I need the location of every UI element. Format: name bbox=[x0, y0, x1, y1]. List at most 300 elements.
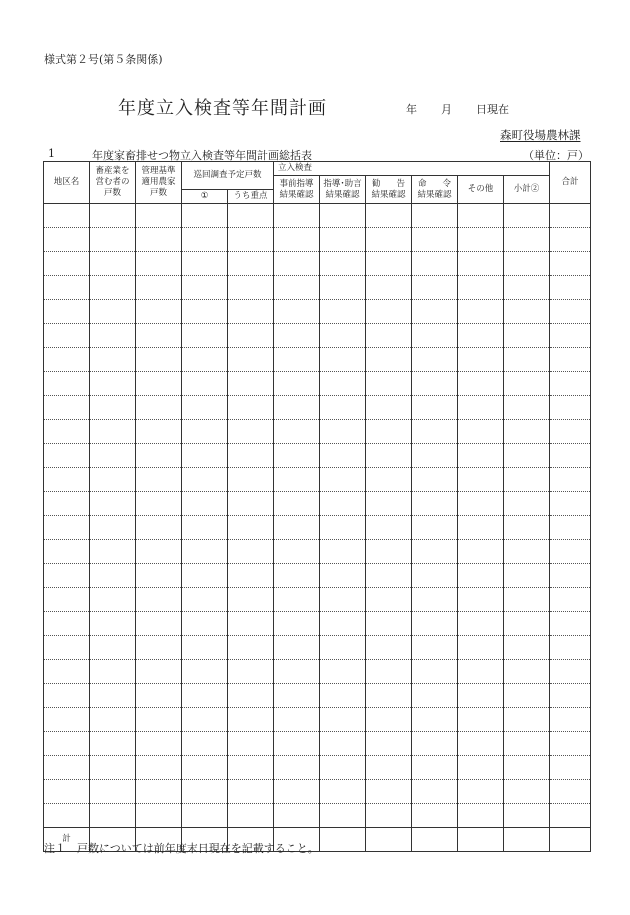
table-cell[interactable] bbox=[182, 540, 228, 564]
table-cell[interactable] bbox=[412, 684, 458, 708]
table-cell[interactable] bbox=[320, 564, 366, 588]
table-cell[interactable] bbox=[504, 564, 550, 588]
table-cell[interactable] bbox=[412, 660, 458, 684]
table-cell[interactable] bbox=[458, 540, 504, 564]
table-cell[interactable] bbox=[228, 468, 274, 492]
table-cell[interactable] bbox=[274, 804, 320, 828]
table-cell[interactable] bbox=[550, 588, 591, 612]
table-cell[interactable] bbox=[274, 588, 320, 612]
table-cell[interactable] bbox=[458, 228, 504, 252]
table-cell[interactable] bbox=[136, 468, 182, 492]
table-cell[interactable] bbox=[412, 492, 458, 516]
table-cell[interactable] bbox=[44, 348, 90, 372]
table-cell[interactable] bbox=[366, 684, 412, 708]
table-cell[interactable] bbox=[44, 636, 90, 660]
table-cell[interactable] bbox=[90, 276, 136, 300]
table-cell[interactable] bbox=[136, 204, 182, 228]
table-cell[interactable] bbox=[228, 300, 274, 324]
table-cell[interactable] bbox=[90, 492, 136, 516]
table-cell[interactable] bbox=[320, 708, 366, 732]
table-cell[interactable] bbox=[136, 516, 182, 540]
table-cell[interactable] bbox=[412, 468, 458, 492]
table-cell[interactable] bbox=[90, 348, 136, 372]
table-cell[interactable] bbox=[412, 324, 458, 348]
table-cell[interactable] bbox=[504, 228, 550, 252]
table-cell[interactable] bbox=[182, 492, 228, 516]
table-cell[interactable] bbox=[412, 804, 458, 828]
table-cell[interactable] bbox=[458, 780, 504, 804]
table-cell[interactable] bbox=[366, 228, 412, 252]
table-cell[interactable] bbox=[550, 660, 591, 684]
total-cell[interactable] bbox=[320, 828, 366, 852]
table-cell[interactable] bbox=[274, 468, 320, 492]
table-cell[interactable] bbox=[90, 636, 136, 660]
table-cell[interactable] bbox=[458, 396, 504, 420]
table-cell[interactable] bbox=[136, 588, 182, 612]
table-cell[interactable] bbox=[182, 660, 228, 684]
table-cell[interactable] bbox=[366, 372, 412, 396]
table-cell[interactable] bbox=[366, 324, 412, 348]
table-cell[interactable] bbox=[504, 540, 550, 564]
table-cell[interactable] bbox=[412, 564, 458, 588]
table-cell[interactable] bbox=[274, 540, 320, 564]
table-cell[interactable] bbox=[366, 420, 412, 444]
table-cell[interactable] bbox=[458, 660, 504, 684]
table-cell[interactable] bbox=[320, 300, 366, 324]
table-cell[interactable] bbox=[228, 444, 274, 468]
table-cell[interactable] bbox=[412, 372, 458, 396]
table-cell[interactable] bbox=[136, 684, 182, 708]
table-cell[interactable] bbox=[136, 780, 182, 804]
table-cell[interactable] bbox=[550, 540, 591, 564]
table-cell[interactable] bbox=[504, 708, 550, 732]
table-cell[interactable] bbox=[458, 732, 504, 756]
table-cell[interactable] bbox=[504, 660, 550, 684]
table-cell[interactable] bbox=[320, 204, 366, 228]
table-cell[interactable] bbox=[136, 612, 182, 636]
table-cell[interactable] bbox=[182, 516, 228, 540]
table-cell[interactable] bbox=[550, 276, 591, 300]
table-cell[interactable] bbox=[458, 804, 504, 828]
table-cell[interactable] bbox=[44, 732, 90, 756]
table-cell[interactable] bbox=[550, 396, 591, 420]
table-cell[interactable] bbox=[182, 636, 228, 660]
table-cell[interactable] bbox=[136, 756, 182, 780]
table-cell[interactable] bbox=[136, 708, 182, 732]
table-cell[interactable] bbox=[412, 348, 458, 372]
table-cell[interactable] bbox=[182, 300, 228, 324]
table-cell[interactable] bbox=[136, 324, 182, 348]
table-cell[interactable] bbox=[182, 684, 228, 708]
table-cell[interactable] bbox=[504, 300, 550, 324]
table-cell[interactable] bbox=[504, 804, 550, 828]
table-cell[interactable] bbox=[90, 564, 136, 588]
table-cell[interactable] bbox=[550, 684, 591, 708]
table-cell[interactable] bbox=[320, 420, 366, 444]
table-cell[interactable] bbox=[274, 780, 320, 804]
table-cell[interactable] bbox=[182, 588, 228, 612]
table-cell[interactable] bbox=[366, 708, 412, 732]
table-cell[interactable] bbox=[44, 252, 90, 276]
table-cell[interactable] bbox=[412, 708, 458, 732]
table-cell[interactable] bbox=[504, 372, 550, 396]
table-cell[interactable] bbox=[136, 420, 182, 444]
table-cell[interactable] bbox=[458, 516, 504, 540]
table-cell[interactable] bbox=[320, 732, 366, 756]
table-cell[interactable] bbox=[458, 708, 504, 732]
table-cell[interactable] bbox=[274, 708, 320, 732]
table-cell[interactable] bbox=[182, 228, 228, 252]
table-cell[interactable] bbox=[90, 300, 136, 324]
table-cell[interactable] bbox=[136, 636, 182, 660]
table-cell[interactable] bbox=[182, 708, 228, 732]
table-cell[interactable] bbox=[44, 420, 90, 444]
table-cell[interactable] bbox=[550, 804, 591, 828]
table-cell[interactable] bbox=[274, 300, 320, 324]
table-cell[interactable] bbox=[136, 276, 182, 300]
table-cell[interactable] bbox=[366, 804, 412, 828]
table-cell[interactable] bbox=[458, 252, 504, 276]
table-cell[interactable] bbox=[228, 732, 274, 756]
table-cell[interactable] bbox=[320, 804, 366, 828]
table-cell[interactable] bbox=[504, 204, 550, 228]
table-cell[interactable] bbox=[274, 492, 320, 516]
table-cell[interactable] bbox=[90, 612, 136, 636]
table-cell[interactable] bbox=[504, 684, 550, 708]
table-cell[interactable] bbox=[182, 276, 228, 300]
table-cell[interactable] bbox=[228, 804, 274, 828]
table-cell[interactable] bbox=[366, 732, 412, 756]
table-cell[interactable] bbox=[182, 444, 228, 468]
table-cell[interactable] bbox=[320, 660, 366, 684]
table-cell[interactable] bbox=[458, 636, 504, 660]
table-cell[interactable] bbox=[320, 276, 366, 300]
table-cell[interactable] bbox=[228, 660, 274, 684]
table-cell[interactable] bbox=[320, 612, 366, 636]
table-cell[interactable] bbox=[90, 684, 136, 708]
table-cell[interactable] bbox=[274, 564, 320, 588]
total-cell[interactable] bbox=[412, 828, 458, 852]
table-cell[interactable] bbox=[366, 660, 412, 684]
table-cell[interactable] bbox=[366, 276, 412, 300]
table-cell[interactable] bbox=[366, 396, 412, 420]
table-cell[interactable] bbox=[412, 636, 458, 660]
table-cell[interactable] bbox=[182, 804, 228, 828]
table-cell[interactable] bbox=[44, 324, 90, 348]
table-cell[interactable] bbox=[550, 204, 591, 228]
table-cell[interactable] bbox=[90, 396, 136, 420]
table-cell[interactable] bbox=[458, 588, 504, 612]
table-cell[interactable] bbox=[320, 780, 366, 804]
table-cell[interactable] bbox=[228, 204, 274, 228]
table-cell[interactable] bbox=[504, 468, 550, 492]
table-cell[interactable] bbox=[320, 468, 366, 492]
total-cell[interactable] bbox=[504, 828, 550, 852]
table-cell[interactable] bbox=[228, 612, 274, 636]
table-cell[interactable] bbox=[274, 348, 320, 372]
table-cell[interactable] bbox=[366, 636, 412, 660]
table-cell[interactable] bbox=[136, 300, 182, 324]
table-cell[interactable] bbox=[90, 468, 136, 492]
table-cell[interactable] bbox=[44, 708, 90, 732]
table-cell[interactable] bbox=[44, 756, 90, 780]
table-cell[interactable] bbox=[504, 732, 550, 756]
table-cell[interactable] bbox=[182, 420, 228, 444]
table-cell[interactable] bbox=[504, 588, 550, 612]
table-cell[interactable] bbox=[412, 204, 458, 228]
table-cell[interactable] bbox=[366, 492, 412, 516]
table-cell[interactable] bbox=[136, 372, 182, 396]
table-cell[interactable] bbox=[320, 684, 366, 708]
table-cell[interactable] bbox=[550, 228, 591, 252]
table-cell[interactable] bbox=[44, 660, 90, 684]
table-cell[interactable] bbox=[550, 468, 591, 492]
table-cell[interactable] bbox=[44, 540, 90, 564]
table-cell[interactable] bbox=[182, 780, 228, 804]
table-cell[interactable] bbox=[182, 756, 228, 780]
table-cell[interactable] bbox=[274, 732, 320, 756]
table-cell[interactable] bbox=[228, 540, 274, 564]
total-cell[interactable] bbox=[550, 828, 591, 852]
table-cell[interactable] bbox=[320, 228, 366, 252]
table-cell[interactable] bbox=[458, 420, 504, 444]
table-cell[interactable] bbox=[44, 492, 90, 516]
table-cell[interactable] bbox=[136, 396, 182, 420]
table-cell[interactable] bbox=[366, 252, 412, 276]
table-cell[interactable] bbox=[320, 444, 366, 468]
table-cell[interactable] bbox=[320, 324, 366, 348]
table-cell[interactable] bbox=[458, 756, 504, 780]
table-cell[interactable] bbox=[274, 612, 320, 636]
table-cell[interactable] bbox=[504, 348, 550, 372]
table-cell[interactable] bbox=[366, 204, 412, 228]
table-cell[interactable] bbox=[504, 444, 550, 468]
table-cell[interactable] bbox=[504, 252, 550, 276]
table-cell[interactable] bbox=[182, 564, 228, 588]
table-cell[interactable] bbox=[458, 444, 504, 468]
table-cell[interactable] bbox=[504, 780, 550, 804]
table-cell[interactable] bbox=[44, 372, 90, 396]
table-cell[interactable] bbox=[44, 396, 90, 420]
table-cell[interactable] bbox=[228, 396, 274, 420]
table-cell[interactable] bbox=[412, 612, 458, 636]
table-cell[interactable] bbox=[366, 468, 412, 492]
table-cell[interactable] bbox=[274, 636, 320, 660]
table-cell[interactable] bbox=[550, 492, 591, 516]
table-cell[interactable] bbox=[550, 564, 591, 588]
table-cell[interactable] bbox=[182, 612, 228, 636]
table-cell[interactable] bbox=[458, 348, 504, 372]
table-cell[interactable] bbox=[182, 204, 228, 228]
table-cell[interactable] bbox=[90, 588, 136, 612]
table-cell[interactable] bbox=[366, 588, 412, 612]
table-cell[interactable] bbox=[504, 324, 550, 348]
table-cell[interactable] bbox=[44, 300, 90, 324]
table-cell[interactable] bbox=[550, 444, 591, 468]
table-cell[interactable] bbox=[550, 612, 591, 636]
table-cell[interactable] bbox=[504, 756, 550, 780]
table-cell[interactable] bbox=[90, 204, 136, 228]
table-cell[interactable] bbox=[44, 276, 90, 300]
table-cell[interactable] bbox=[458, 276, 504, 300]
table-cell[interactable] bbox=[44, 468, 90, 492]
table-cell[interactable] bbox=[44, 444, 90, 468]
table-cell[interactable] bbox=[44, 804, 90, 828]
table-cell[interactable] bbox=[90, 540, 136, 564]
table-cell[interactable] bbox=[550, 708, 591, 732]
table-cell[interactable] bbox=[182, 468, 228, 492]
table-cell[interactable] bbox=[90, 516, 136, 540]
table-cell[interactable] bbox=[136, 348, 182, 372]
table-cell[interactable] bbox=[504, 516, 550, 540]
table-cell[interactable] bbox=[136, 540, 182, 564]
table-cell[interactable] bbox=[320, 636, 366, 660]
table-cell[interactable] bbox=[320, 540, 366, 564]
table-cell[interactable] bbox=[90, 444, 136, 468]
table-cell[interactable] bbox=[228, 324, 274, 348]
table-cell[interactable] bbox=[90, 228, 136, 252]
table-cell[interactable] bbox=[136, 804, 182, 828]
table-cell[interactable] bbox=[44, 780, 90, 804]
table-cell[interactable] bbox=[90, 732, 136, 756]
table-cell[interactable] bbox=[458, 468, 504, 492]
table-cell[interactable] bbox=[274, 444, 320, 468]
table-cell[interactable] bbox=[274, 756, 320, 780]
table-cell[interactable] bbox=[44, 204, 90, 228]
table-cell[interactable] bbox=[320, 756, 366, 780]
table-cell[interactable] bbox=[366, 612, 412, 636]
table-cell[interactable] bbox=[228, 588, 274, 612]
table-cell[interactable] bbox=[550, 732, 591, 756]
table-cell[interactable] bbox=[228, 780, 274, 804]
table-cell[interactable] bbox=[412, 516, 458, 540]
table-cell[interactable] bbox=[136, 660, 182, 684]
table-cell[interactable] bbox=[412, 228, 458, 252]
table-cell[interactable] bbox=[504, 276, 550, 300]
table-cell[interactable] bbox=[90, 804, 136, 828]
table-cell[interactable] bbox=[320, 372, 366, 396]
table-cell[interactable] bbox=[136, 444, 182, 468]
table-cell[interactable] bbox=[274, 396, 320, 420]
total-cell[interactable] bbox=[458, 828, 504, 852]
table-cell[interactable] bbox=[320, 252, 366, 276]
table-cell[interactable] bbox=[228, 492, 274, 516]
table-cell[interactable] bbox=[274, 420, 320, 444]
table-cell[interactable] bbox=[274, 684, 320, 708]
table-cell[interactable] bbox=[90, 708, 136, 732]
table-cell[interactable] bbox=[136, 564, 182, 588]
table-cell[interactable] bbox=[44, 228, 90, 252]
table-cell[interactable] bbox=[90, 372, 136, 396]
table-cell[interactable] bbox=[320, 516, 366, 540]
table-cell[interactable] bbox=[412, 300, 458, 324]
table-cell[interactable] bbox=[550, 756, 591, 780]
table-cell[interactable] bbox=[550, 516, 591, 540]
table-cell[interactable] bbox=[136, 732, 182, 756]
table-cell[interactable] bbox=[228, 684, 274, 708]
table-cell[interactable] bbox=[228, 348, 274, 372]
table-cell[interactable] bbox=[550, 300, 591, 324]
table-cell[interactable] bbox=[458, 612, 504, 636]
table-cell[interactable] bbox=[320, 348, 366, 372]
table-cell[interactable] bbox=[412, 252, 458, 276]
table-cell[interactable] bbox=[504, 492, 550, 516]
table-cell[interactable] bbox=[182, 396, 228, 420]
table-cell[interactable] bbox=[90, 420, 136, 444]
table-cell[interactable] bbox=[274, 228, 320, 252]
table-cell[interactable] bbox=[412, 276, 458, 300]
table-cell[interactable] bbox=[90, 324, 136, 348]
table-cell[interactable] bbox=[504, 612, 550, 636]
table-cell[interactable] bbox=[182, 324, 228, 348]
table-cell[interactable] bbox=[550, 636, 591, 660]
table-cell[interactable] bbox=[550, 372, 591, 396]
table-cell[interactable] bbox=[412, 732, 458, 756]
table-cell[interactable] bbox=[412, 540, 458, 564]
table-cell[interactable] bbox=[182, 732, 228, 756]
table-cell[interactable] bbox=[412, 396, 458, 420]
table-cell[interactable] bbox=[320, 588, 366, 612]
table-cell[interactable] bbox=[274, 252, 320, 276]
table-cell[interactable] bbox=[366, 540, 412, 564]
table-cell[interactable] bbox=[320, 396, 366, 420]
table-cell[interactable] bbox=[136, 252, 182, 276]
table-cell[interactable] bbox=[182, 372, 228, 396]
table-cell[interactable] bbox=[366, 564, 412, 588]
table-cell[interactable] bbox=[550, 324, 591, 348]
table-cell[interactable] bbox=[228, 276, 274, 300]
table-cell[interactable] bbox=[136, 492, 182, 516]
table-cell[interactable] bbox=[44, 516, 90, 540]
table-cell[interactable] bbox=[366, 348, 412, 372]
table-cell[interactable] bbox=[366, 516, 412, 540]
table-cell[interactable] bbox=[182, 252, 228, 276]
table-cell[interactable] bbox=[504, 420, 550, 444]
table-cell[interactable] bbox=[228, 516, 274, 540]
table-cell[interactable] bbox=[228, 372, 274, 396]
table-cell[interactable] bbox=[458, 324, 504, 348]
table-cell[interactable] bbox=[44, 684, 90, 708]
table-cell[interactable] bbox=[458, 372, 504, 396]
table-cell[interactable] bbox=[274, 660, 320, 684]
table-cell[interactable] bbox=[458, 564, 504, 588]
table-cell[interactable] bbox=[228, 252, 274, 276]
table-cell[interactable] bbox=[366, 780, 412, 804]
table-cell[interactable] bbox=[366, 444, 412, 468]
table-cell[interactable] bbox=[44, 588, 90, 612]
table-cell[interactable] bbox=[458, 300, 504, 324]
table-cell[interactable] bbox=[412, 756, 458, 780]
table-cell[interactable] bbox=[136, 228, 182, 252]
table-cell[interactable] bbox=[504, 636, 550, 660]
table-cell[interactable] bbox=[274, 324, 320, 348]
table-cell[interactable] bbox=[44, 612, 90, 636]
table-cell[interactable] bbox=[228, 708, 274, 732]
table-cell[interactable] bbox=[90, 756, 136, 780]
table-cell[interactable] bbox=[458, 204, 504, 228]
table-cell[interactable] bbox=[412, 588, 458, 612]
table-cell[interactable] bbox=[458, 684, 504, 708]
table-cell[interactable] bbox=[366, 300, 412, 324]
table-cell[interactable] bbox=[182, 348, 228, 372]
table-cell[interactable] bbox=[412, 420, 458, 444]
table-cell[interactable] bbox=[504, 396, 550, 420]
table-cell[interactable] bbox=[550, 780, 591, 804]
table-cell[interactable] bbox=[550, 348, 591, 372]
table-cell[interactable] bbox=[412, 780, 458, 804]
table-cell[interactable] bbox=[274, 372, 320, 396]
table-cell[interactable] bbox=[550, 420, 591, 444]
